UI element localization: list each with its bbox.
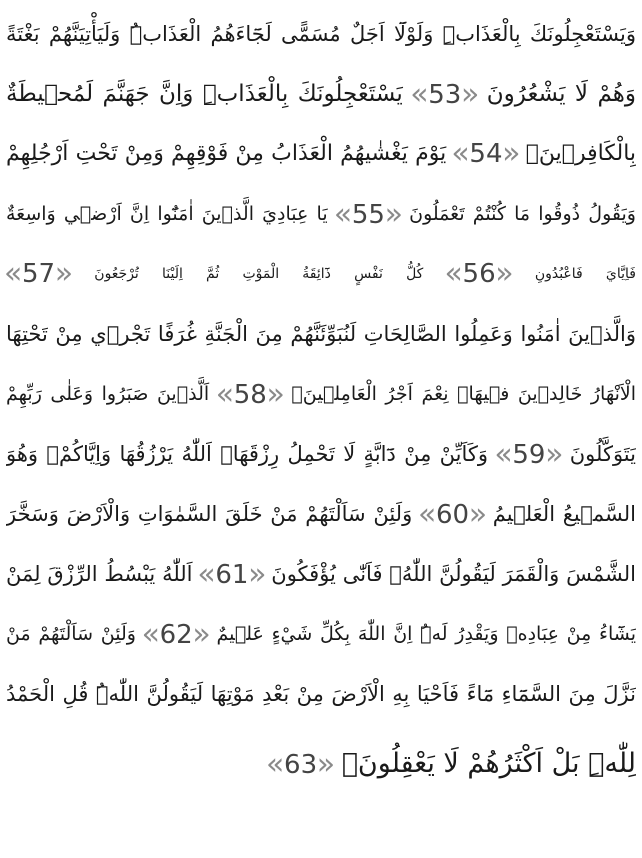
verse-text: كُلُّ نَفْسٍ ذَٓائِقَةُ الْمَوْتِ ثُمَّ اِلَيْنَا تُرْجَعُونَ [94,266,424,282]
verse-text: الشَّمْسَ وَالْقَمَرَ لَيَقُولُنَّ اللّٰهُۚ فَاَنّٰى يُؤْفَكُونَ [271,562,636,586]
text-line-5 [6,244,636,304]
verse-text: يَا عِبَادِيَ الَّذٖينَ اٰمَنُٓوا اِنَّ اَرْضٖي وَاسِعَةٌ [6,203,328,225]
verse-text: يَوْمَ يَغْشٰيهُمُ الْعَذَابُ مِنْ فَوْقِهِمْ وَمِنْ تَحْتِ اَرْجُلِهِمْ [6,141,447,166]
verse-text: بِالْكَافِرٖينَۙ [525,141,636,166]
text-line-11 [6,604,636,664]
verse-text: وَلَئِنْ سَاَلْتَهُمْ مَنْ خَلَقَ السَّمٰوَاتِ وَالْاَرْضَ وَسَخَّرَ [6,502,413,526]
ayah-number-marker: « 58 » [222,378,279,412]
verse-text: فَاِيَّايَ فَاعْبُدُونِ [534,266,636,282]
verse-text: وَيَقُولُ ذُوقُوا مَا كُنْتُمْ تَعْمَلُونَ [409,203,636,225]
verse-text: اَلَّذٖينَ صَبَرُوا وَعَلٰى رَبِّهِمْ [6,383,210,405]
text-line-4 [6,184,636,244]
text-line-6 [6,304,636,364]
ayah-number-marker: « 57 » [10,257,67,291]
verse-text: الْاَنْهَارُ خَالِدٖينَ فٖيهَاۜ نِعْمَ اَجْرُ الْعَامِلٖينَۗ [291,383,636,405]
ayah-number-marker: « 53 » [416,78,473,112]
verse-text: وَلَئِنْ سَاَلْتَهُمْ مَنْ [6,623,136,645]
ayah-number-marker: « 55 » [340,198,397,232]
ayah-number-marker: « 54 » [457,137,514,171]
text-line-1 [6,4,636,64]
verse-text: وَالَّذٖينَ اٰمَنُوا وَعَمِلُوا الصَّالِحَاتِ لَنُبَوِّئَنَّهُمْ مِنَ الْجَنَّةِ غُرَفًا تَجْرٖي مِنْ تَحْتِهَا [6,322,636,346]
verse-text: نَزَّلَ مِنَ السَّمَٓاءِ مَٓاءً فَاَحْيَا بِهِ الْاَرْضَ مِنْ بَعْدِ مَوْتِهَا لَيَقُولُنَّ اللّٰهُۜ قُلِ الْحَمْدُ [6,682,636,706]
text-line-9 [6,484,636,544]
text-line-8 [6,424,636,484]
verse-text: يَسْتَعْجِلُونَكَ بِالْعَذَابِۜ وَاِنَّ جَهَنَّمَ لَمُحٖيطَةٌ [6,81,403,107]
ayah-number-marker: « 61 » [203,558,260,592]
text-line-7 [6,364,636,424]
ayah-number-marker: « 62 » [148,618,205,652]
text-line-3 [6,124,636,184]
ayah-number-marker: « 63 » [272,748,329,782]
text-line-13 [6,734,636,794]
verse-text: لِلّٰهِۜ بَلْ اَكْثَرُهُمْ لَا يَعْقِلُونَ۟ [341,748,636,779]
ayah-number-marker: « 56 » [451,257,508,291]
text-line-2 [6,64,636,124]
verse-text: وَيَسْتَعْجِلُونَكَ بِالْعَذَابِۜ وَلَوْلَٓا اَجَلٌ مُسَمًّى لَجَٓاءَهُمُ الْعَذَابُۜ وَلَيَأْتِيَنَّهُمْ بَغْتَةً [6,22,636,46]
verse-text: وَكَاَيِّنْ مِنْ دَٓابَّةٍ لَا تَحْمِلُ رِزْقَهَاۗ اَللّٰهُ يَرْزُقُهَا وَاِيَّاكُمْۘ وَهُوَ [6,442,489,466]
verse-text: وَهُمْ لَا يَشْعُرُونَ [486,81,636,107]
verse-text: يَتَوَكَّلُونَ [569,442,636,466]
verse-text: اَللّٰهُ يَبْسُطُ الرِّزْقَ لِمَنْ [6,562,193,586]
verse-text: السَّمٖيعُ الْعَلٖيمُ [492,502,636,526]
ayah-number-marker: « 59 » [500,438,557,472]
text-line-12 [6,664,636,724]
ayah-number-marker: « 60 » [424,498,481,532]
verse-text: يَشَٓاءُ مِنْ عِبَادِهٖ وَيَقْدِرُ لَهُۜ اِنَّ اللّٰهَ بِكُلِّ شَيْءٍ عَلٖيمٌ [216,623,636,645]
text-line-10 [6,544,636,604]
